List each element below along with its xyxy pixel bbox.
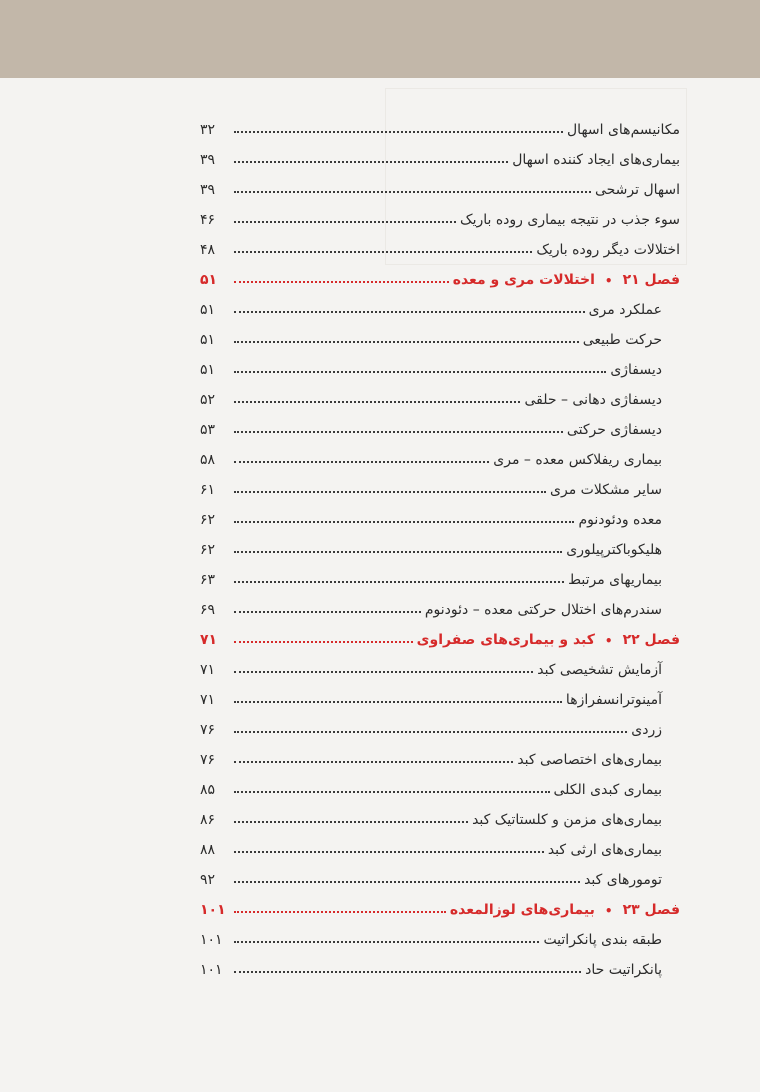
chapter-label: فصل ۲۱ <box>622 272 680 288</box>
dot-leader <box>234 551 562 553</box>
entry-title: زردی <box>631 722 662 738</box>
entry-title: طبقه بندی پانکراتیت <box>543 932 662 948</box>
entry-title: معده ودئودنوم <box>578 512 662 528</box>
entry-title: عملکرد مری <box>588 302 662 318</box>
entry-page: ۸۸ <box>200 842 216 858</box>
dot-leader <box>234 821 468 823</box>
entry-page: ۶۹ <box>200 602 216 618</box>
entry-title: بیماری‌های ایجاد کننده اسهال <box>512 152 680 168</box>
dot-leader <box>234 461 489 463</box>
dot-leader <box>234 491 546 493</box>
entry-page: ۴۶ <box>200 212 216 228</box>
toc-entry <box>200 498 680 528</box>
entry-title: سوء جذب در نتیجه بیماری روده باریک <box>460 212 680 228</box>
entry-title: دیسفاژی حرکتی <box>566 422 662 438</box>
entry-page: ۴۸ <box>200 242 216 258</box>
toc-entry <box>200 108 680 138</box>
dot-leader <box>234 431 563 433</box>
chapter-label: فصل ۲۲ <box>622 632 680 648</box>
dot-leader <box>234 401 520 403</box>
toc-entry <box>200 558 680 588</box>
dot-leader <box>234 731 627 733</box>
entry-page: ۷۱ <box>200 662 216 678</box>
dot-leader <box>234 641 413 643</box>
entry-title: دیسفاژی دهانی – حلقی <box>524 392 662 408</box>
dot-leader <box>234 281 449 283</box>
entry-page: ۹۲ <box>200 872 216 888</box>
entry-title: حرکت طبیعی <box>582 332 662 348</box>
chapter-label: فصل ۲۳ <box>622 902 680 918</box>
chapter-title: کبد و بیماری‌های صفراوی <box>416 632 595 648</box>
entry-page: ۵۳ <box>200 422 216 438</box>
toc-entry <box>200 948 680 978</box>
bullet-icon: • <box>604 904 613 918</box>
entry-page: ۷۱ <box>200 692 216 708</box>
dot-leader <box>234 671 533 673</box>
entry-title: آزمایش تشخیصی کبد <box>537 662 662 678</box>
entry-title: آمینوترانسفرازها <box>565 692 662 708</box>
entry-page: ۸۶ <box>200 812 216 828</box>
toc-entry <box>200 918 680 948</box>
entry-page: ۳۹ <box>200 152 216 168</box>
chapter-page: ۵۱ <box>200 272 218 288</box>
bullet-icon: • <box>604 634 613 648</box>
entry-page: ۵۲ <box>200 392 216 408</box>
chapter-title: بیماری‌های لوزالمعده <box>449 902 595 918</box>
toc-entry <box>200 438 680 468</box>
dot-leader <box>234 881 580 883</box>
toc-entry <box>200 588 680 618</box>
entry-title: سندرم‌های اختلال حرکتی معده – دئودنوم <box>424 602 662 618</box>
entry-title: مکانیسم‌های اسهال <box>567 122 680 138</box>
toc-entry <box>200 708 680 738</box>
dot-leader <box>234 341 579 343</box>
entry-title: سایر مشکلات مری <box>550 482 662 498</box>
toc-entry <box>200 798 680 828</box>
entry-page: ۵۱ <box>200 362 216 378</box>
entry-title: دیسفاژی <box>610 362 662 378</box>
entry-title: بیماریهای مرتبط <box>568 572 662 588</box>
chapter-heading-22 <box>200 618 680 648</box>
dot-leader <box>234 521 574 523</box>
dot-leader <box>234 791 550 793</box>
entry-page: ۶۲ <box>200 512 216 528</box>
chapter-title: اختلالات مری و معده <box>452 272 595 288</box>
entry-page: ۶۳ <box>200 572 216 588</box>
dot-leader <box>234 191 591 193</box>
entry-page: ۵۱ <box>200 302 216 318</box>
toc-entry <box>200 378 680 408</box>
entry-page: ۶۲ <box>200 542 216 558</box>
dot-leader <box>234 971 581 973</box>
entry-title: بیماری ریفلاکس معده – مری <box>493 452 662 468</box>
bullet-icon: • <box>604 274 613 288</box>
toc-entry <box>200 228 680 258</box>
toc-entry <box>200 348 680 378</box>
dot-leader <box>234 311 585 313</box>
toc-entry <box>200 648 680 678</box>
dot-leader <box>234 611 421 613</box>
chapter-heading-21 <box>200 258 680 288</box>
entry-page: ۷۶ <box>200 752 216 768</box>
entry-title: اسهال ترشحی <box>594 182 680 198</box>
entry-page: ۵۸ <box>200 452 216 468</box>
chapter-heading-23 <box>200 888 680 918</box>
chapter-page: ۷۱ <box>200 632 218 648</box>
entry-page: ۸۵ <box>200 782 216 798</box>
dot-leader <box>234 581 564 583</box>
entry-title: پانکراتیت حاد <box>585 962 662 978</box>
dot-leader <box>234 131 563 133</box>
entry-page: ۷۶ <box>200 722 216 738</box>
toc-entry <box>200 468 680 498</box>
entry-page: ۳۲ <box>200 122 216 138</box>
entry-page: ۱۰۱ <box>200 932 223 948</box>
dot-leader <box>234 701 562 703</box>
toc-entry <box>200 168 680 198</box>
dot-leader <box>234 851 544 853</box>
dot-leader <box>234 761 513 763</box>
entry-page: ۱۰۱ <box>200 962 223 978</box>
entry-title: تومورهای کبد <box>584 872 662 888</box>
toc-entry <box>200 828 680 858</box>
toc-entry <box>200 738 680 768</box>
chapter-page: ۱۰۱ <box>200 902 226 918</box>
toc-entry <box>200 858 680 888</box>
toc-entry <box>200 528 680 558</box>
entry-title: اختلالات دیگر روده باریک <box>536 242 680 258</box>
entry-title: بیماری‌های اختصاصی کبد <box>517 752 662 768</box>
entry-title: هلیکوباکترپیلوری <box>566 542 662 558</box>
entry-title: بیماری‌های ارثی کبد <box>547 842 662 858</box>
entry-title: بیماری کبدی الکلی <box>553 782 662 798</box>
entry-title: بیماری‌های مزمن و کلستاتیک کبد <box>472 812 662 828</box>
toc-entry <box>200 318 680 348</box>
entry-page: ۳۹ <box>200 182 216 198</box>
toc-entry <box>200 138 680 168</box>
dot-leader <box>234 161 508 163</box>
dot-leader <box>234 371 606 373</box>
toc-entry <box>200 198 680 228</box>
dot-leader <box>234 911 446 913</box>
dot-leader <box>234 251 532 253</box>
dot-leader <box>234 221 456 223</box>
toc-entry <box>200 768 680 798</box>
entry-page: ۵۱ <box>200 332 216 348</box>
toc-entry <box>200 288 680 318</box>
toc-entry <box>200 408 680 438</box>
entry-page: ۶۱ <box>200 482 216 498</box>
toc-entry <box>200 678 680 708</box>
dot-leader <box>234 941 539 943</box>
